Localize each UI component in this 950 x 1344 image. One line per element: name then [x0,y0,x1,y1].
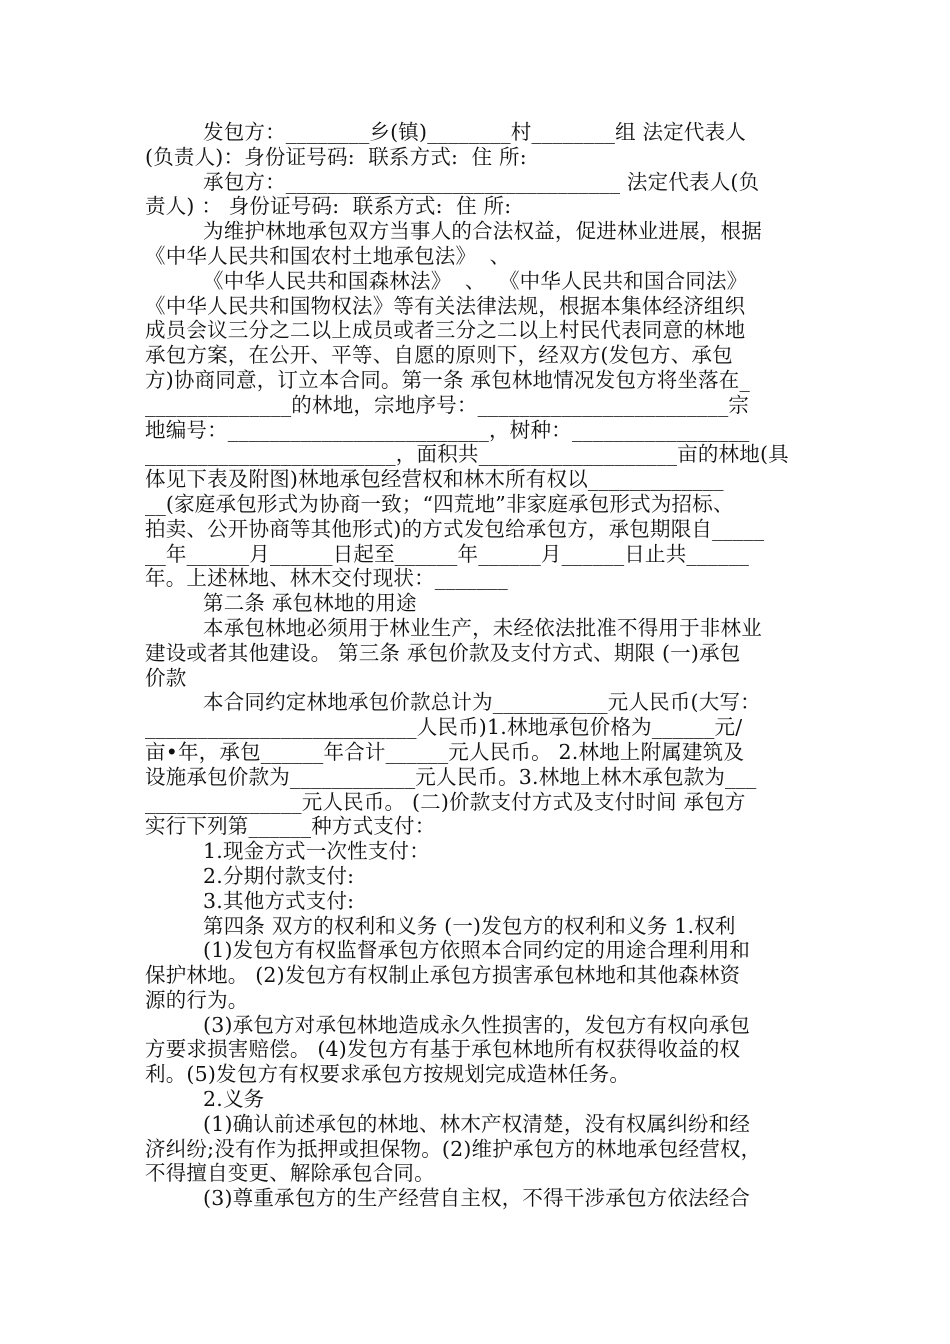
text-line: 第四条 双方的权利和义务 (一)发包方的权利和义务 1.权利 [203,913,736,938]
text-line: 3.其他方式支付: [203,888,355,913]
text-line: 利。(5)发包方有权要求承包方按规划完成造林任务。 [145,1062,631,1087]
text-line: 本承包林地必须用于林业生产，未经依法批准不得用于非林业 [203,615,762,640]
contract-page [145,120,810,1211]
text-line: _______________元人民币。 (二)价款支付方式及支付时间 承包方 [145,789,746,814]
text-line: __(家庭承包形式为协商一致；“四荒地”非家庭承包形式为招标、 [145,491,734,516]
text-line: 第二条 承包林地的用途 [203,591,417,616]
text-line: 济纠纷;没有作为抵押或担保物。(2)维护承包方的林地承包经营权， [145,1136,762,1161]
text-line: (3)承包方对承包林地造成永久性损害的，发包方有权向承包 [203,1012,751,1037]
text-line: ______________的林地，宗地序号：________________________宗 [145,392,750,417]
text-line: 拍卖、公开协商等其他形式)的方式发包给承包方，承包期限自_____ [145,516,765,541]
text-line: 不得擅自变更、解除承包合同。 [145,1161,435,1186]
text-line: 成员会议三分之二以上成员或者三分之二以上村民代表同意的林地 [145,318,746,343]
text-line: 设施承包价款为____________元人民币。3.林地上林木承包款为___ [145,764,757,789]
text-line: (负责人)：身份证号码: 联系方式: 住 所: [145,144,527,169]
text-line: 保护林地。 (2)发包方有权制止承包方损害承包林地和其他森林资 [145,963,741,988]
text-line: 2.义务 [203,1087,265,1112]
text-line: __年______月______日起至______年______月______日止共______ [145,541,750,566]
text-line: 1.现金方式一次性支付： [203,839,430,864]
text-line: __________________________人民币)1.林地承包价格为______元/ [145,715,743,740]
text-line: 实行下列第______种方式支付： [145,814,436,839]
text-line: 源的行为。 [145,987,249,1012]
text-line: 方)协商同意，订立本合同。第一条 承包林地情况发包方将坐落在_ [145,367,750,392]
text-line: 为维护林地承包双方当事人的合法权益，促进林业进展，根据 [203,219,762,244]
text-line: 承包方案，在公开、平等、自愿的原则下，经双方(发包方、承包 [145,343,733,368]
text-line: 发包方：________乡(镇)________村________组 法定代表人 [203,120,747,144]
text-line: (3)尊重承包方的生产经营自主权，不得干涉承包方依法经合 [203,1186,751,1211]
text-line: 年。上述林地、林木交付现状：_______ [145,566,508,591]
text-line: 《中华人民共和国森林法》 、 《中华人民共和国合同法》 [203,268,748,293]
text-line: 《中华人民共和国物权法》等有关法律法规，根据本集体经济组织 [145,293,746,318]
text-line: 建设或者其他建设。 第三条 承包价款及支付方式、期限 (一)承包 [145,640,741,665]
text-line: ________________________，面积共___________________亩的林地(具 [145,442,789,467]
text-line: 地编号：_________________________，树种：_________________ [145,417,750,442]
text-line: 承包方：________________________________ 法定代表人(负 [203,169,760,194]
text-line: 2.分期付款支付: [203,863,355,888]
text-line: 体见下表及附图)林地承包经营权和林木所有权以_____________ [145,467,724,492]
text-line: 本合同约定林地承包价款总计为___________元人民币(大写： [203,690,761,715]
text-line: 方要求损害赔偿。 (4)发包方有基于承包林地所有权获得收益的权 [145,1037,741,1062]
text-line: (1)确认前述承包的林地、林木产权清楚，没有权属纠纷和经 [203,1111,751,1136]
text-line: 亩•年，承包______年合计______元人民币。 2.林地上附属建筑及 [145,739,745,764]
text-line: 价款 [145,665,187,690]
text-line: 责人) ： 身份证号码: 联系方式: 住 所: [145,194,512,219]
text-line: (1)发包方有权监督承包方依照本合同约定的用途合理利用和 [203,938,751,963]
text-line: 《中华人民共和国农村土地承包法》 、 [145,243,511,268]
